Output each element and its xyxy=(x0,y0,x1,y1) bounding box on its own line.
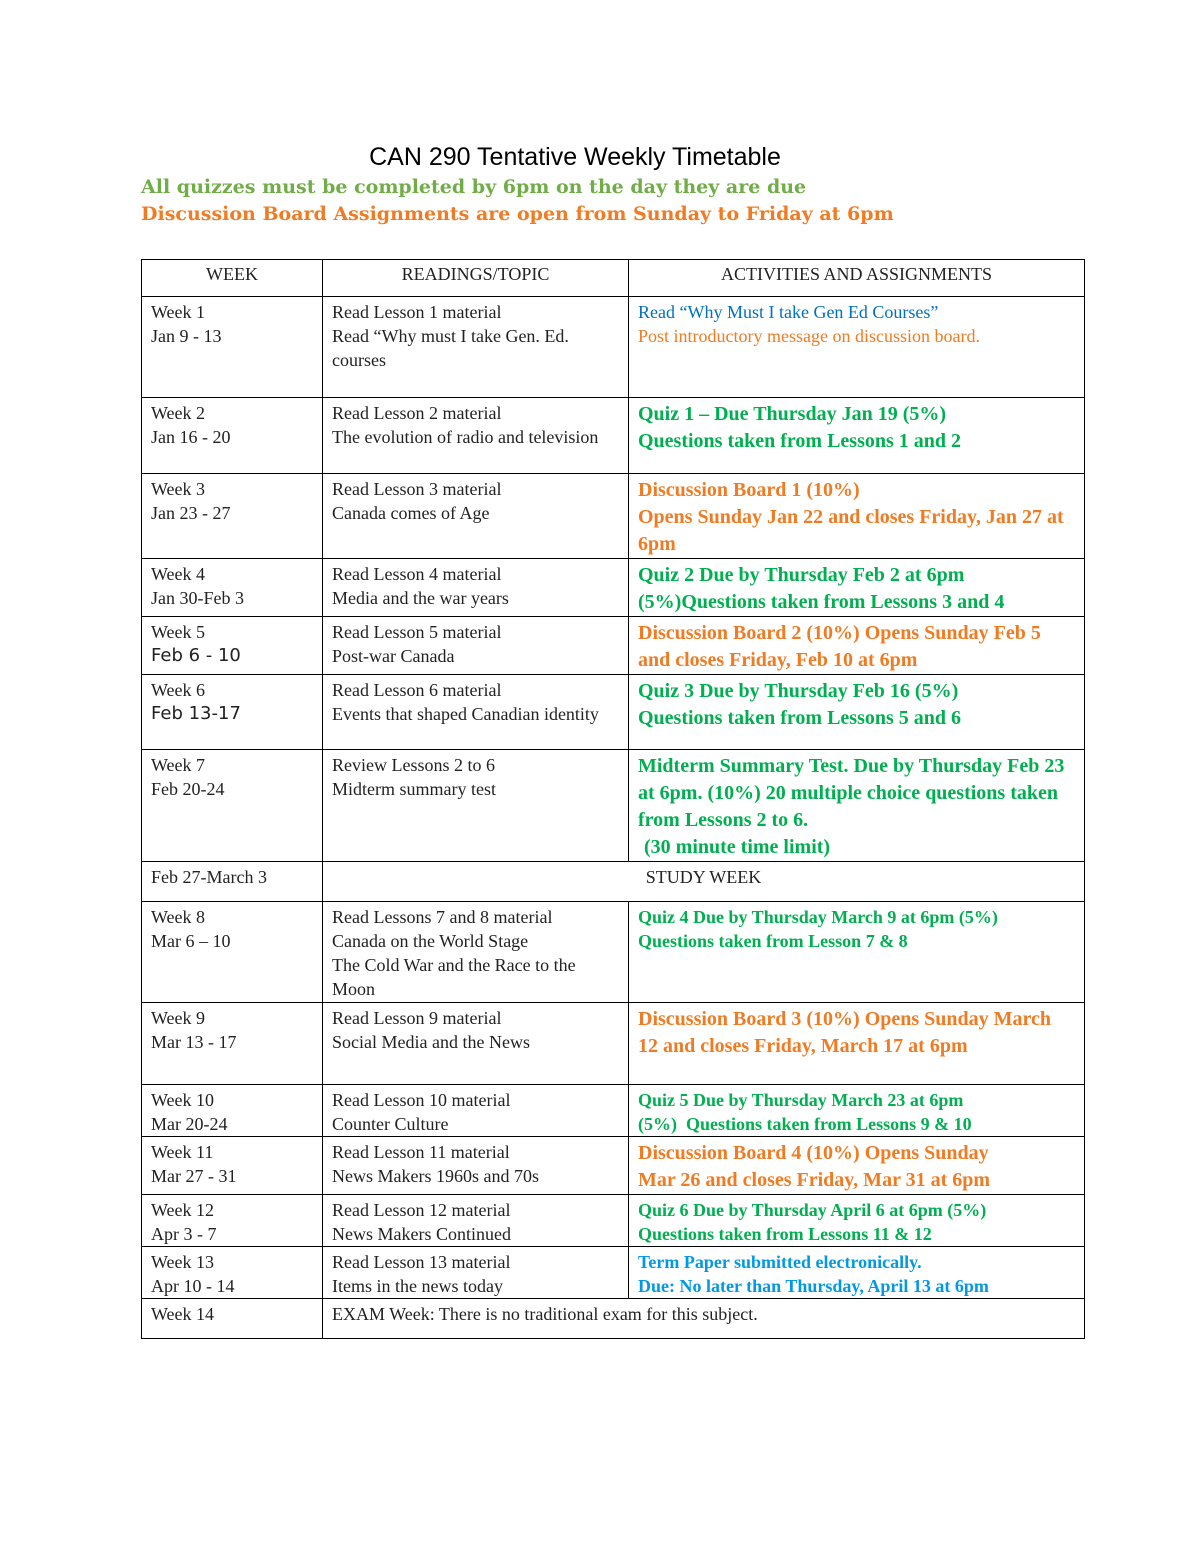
week-cell xyxy=(142,862,323,902)
activities-cell xyxy=(629,398,1085,474)
week-label: Week 1 xyxy=(151,302,206,322)
reading-item: The Cold War and the Race to the Moon xyxy=(332,955,576,999)
week-cell xyxy=(142,398,323,474)
activities-cell xyxy=(629,1085,1085,1137)
activities-cell xyxy=(629,1247,1085,1299)
table-row xyxy=(142,902,1085,1003)
table-row xyxy=(142,398,1085,474)
page-title: CAN 290 Tentative Weekly Timetable xyxy=(369,143,781,171)
activities-cell xyxy=(629,297,1085,398)
reading-item: Media and the war years xyxy=(332,588,509,608)
week-label: Week 10 xyxy=(151,1090,215,1110)
week-dates: Mar 27 - 31 xyxy=(151,1166,237,1186)
reading-item: Counter Culture xyxy=(332,1114,449,1134)
activity-item: Due: No later than Thursday, April 13 at 6pm xyxy=(638,1276,989,1296)
reading-item: Items in the news today xyxy=(332,1276,503,1296)
activity-item: Quiz 3 Due by Thursday Feb 16 (5%) xyxy=(638,680,959,702)
readings-cell xyxy=(323,1085,629,1137)
reading-item: Read Lesson 11 material xyxy=(332,1142,510,1162)
readings-cell xyxy=(323,1195,629,1247)
study-week-label: STUDY WEEK xyxy=(323,862,1085,902)
activity-item: Questions taken from Lessons 11 & 12 xyxy=(638,1224,932,1244)
week-cell xyxy=(142,1085,323,1137)
week-cell xyxy=(142,750,323,862)
activity-item: Quiz 5 Due by Thursday March 23 at 6pm xyxy=(638,1090,964,1110)
table-row xyxy=(142,297,1085,398)
week-dates: Mar 20-24 xyxy=(151,1114,228,1134)
activities-cell xyxy=(629,675,1085,750)
table-row xyxy=(142,675,1085,750)
reading-item: Events that shaped Canadian identity xyxy=(332,704,599,724)
activity-item: Discussion Board 1 (10%) xyxy=(638,479,860,501)
activity-item: (30 minute time limit) xyxy=(644,836,831,858)
reading-item: Canada on the World Stage xyxy=(332,931,529,951)
reading-item: Read Lesson 6 material xyxy=(332,680,502,700)
readings-cell xyxy=(323,398,629,474)
readings-cell xyxy=(323,1247,629,1299)
week-dates: Mar 13 - 17 xyxy=(151,1032,237,1052)
activities-cell xyxy=(629,617,1085,675)
week-label: Week 11 xyxy=(151,1142,214,1162)
week-cell xyxy=(142,1195,323,1247)
week-label: Week 4 xyxy=(151,564,206,584)
table-row xyxy=(142,559,1085,617)
reading-item: The evolution of radio and television xyxy=(332,427,599,447)
week-label: Week 3 xyxy=(151,479,206,499)
readings-cell xyxy=(323,559,629,617)
header-week: WEEK xyxy=(142,260,323,297)
reading-item: Review Lessons 2 to 6 xyxy=(332,755,495,775)
reading-item: Read Lesson 5 material xyxy=(332,622,502,642)
reading-item: Midterm summary test xyxy=(332,779,496,799)
reading-item: Read Lesson 1 material xyxy=(332,302,502,322)
activities-cell xyxy=(629,902,1085,1003)
table-row xyxy=(142,1003,1085,1085)
activities-cell xyxy=(629,750,1085,862)
reading-item: Read Lesson 4 material xyxy=(332,564,502,584)
readings-cell xyxy=(323,1003,629,1085)
activity-item: Questions taken from Lesson 7 & 8 xyxy=(638,931,908,951)
activity-item: Post introductory message on discussion board. xyxy=(638,326,980,346)
reading-item: Read Lesson 12 material xyxy=(332,1200,511,1220)
week-label: Week 5 xyxy=(151,622,206,642)
activity-item: (5%) Questions taken from Lessons 9 & 10 xyxy=(638,1114,972,1134)
activities-cell xyxy=(629,1195,1085,1247)
reading-item: News Makers 1960s and 70s xyxy=(332,1166,539,1186)
readings-cell xyxy=(323,902,629,1003)
activity-item: Questions taken from Lessons 5 and 6 xyxy=(638,707,962,729)
week-dates: Feb 27-March 3 xyxy=(151,867,267,887)
week-label: Week 2 xyxy=(151,403,206,423)
activities-cell xyxy=(629,1137,1085,1195)
activity-item: Discussion Board 3 (10%) Opens Sunday March 12 and closes Friday, March 17 at 6pm xyxy=(638,1008,1052,1057)
activity-item: Read “Why Must I take Gen Ed Courses” xyxy=(638,302,939,322)
week-dates: Apr 3 - 7 xyxy=(151,1224,217,1244)
week-dates: Feb 6 - 10 xyxy=(151,645,241,666)
reading-item: Social Media and the News xyxy=(332,1032,530,1052)
week-label: Week 6 xyxy=(151,680,206,700)
week-dates: Jan 9 - 13 xyxy=(151,326,222,346)
table-row xyxy=(142,1247,1085,1299)
week-dates: Mar 6 – 10 xyxy=(151,931,231,951)
activity-item: Discussion Board 4 (10%) Opens Sunday xyxy=(638,1142,989,1164)
table-row xyxy=(142,750,1085,862)
activity-item: Quiz 1 – Due Thursday Jan 19 (5%) xyxy=(638,403,947,425)
readings-cell xyxy=(323,675,629,750)
week-label: Week 8 xyxy=(151,907,206,927)
header-activities: ACTIVITIES AND ASSIGNMENTS xyxy=(629,260,1085,297)
week-cell xyxy=(142,1137,323,1195)
header-readings: READINGS/TOPIC xyxy=(323,260,629,297)
reading-item: Read Lesson 3 material xyxy=(332,479,502,499)
activity-item: Discussion Board 2 (10%) Opens Sunday Feb 5 and closes Friday, Feb 10 at 6pm xyxy=(638,622,1041,671)
week-cell xyxy=(142,474,323,559)
table-header-row xyxy=(142,260,1085,297)
readings-cell xyxy=(323,617,629,675)
readings-cell xyxy=(323,297,629,398)
table-row xyxy=(142,1195,1085,1247)
timetable xyxy=(141,259,1085,1339)
week-label: Week 14 xyxy=(151,1304,215,1324)
reading-item: News Makers Continued xyxy=(332,1224,511,1244)
week-dates: Jan 30-Feb 3 xyxy=(151,588,244,608)
readings-cell xyxy=(323,474,629,559)
reading-item: Read Lesson 10 material xyxy=(332,1090,511,1110)
week-label: Week 9 xyxy=(151,1008,206,1028)
week-dates: Apr 10 - 14 xyxy=(151,1276,235,1296)
activity-item: Quiz 2 Due by Thursday Feb 2 at 6pm (5%)Questions taken from Lessons 3 and 4 xyxy=(638,564,1005,613)
activity-item: Questions taken from Lessons 1 and 2 xyxy=(638,430,962,452)
reading-item: Read Lesson 13 material xyxy=(332,1252,511,1272)
reading-item: Read “Why must I take Gen. Ed. courses xyxy=(332,326,569,370)
table-row xyxy=(142,1137,1085,1195)
week-dates: Feb 13-17 xyxy=(151,703,241,724)
week-label: Week 13 xyxy=(151,1252,215,1272)
study-week-row xyxy=(142,862,1085,902)
week-cell xyxy=(142,559,323,617)
week-label: Week 7 xyxy=(151,755,206,775)
exam-week-note: EXAM Week: There is no traditional exam for this subject. xyxy=(323,1299,1085,1339)
readings-cell xyxy=(323,1137,629,1195)
week-cell xyxy=(142,1247,323,1299)
week-dates: Feb 20-24 xyxy=(151,779,225,799)
discussion-board-note: Discussion Board Assignments are open from Sunday to Friday at 6pm xyxy=(141,203,894,225)
week-label: Week 12 xyxy=(151,1200,215,1220)
week-cell xyxy=(142,675,323,750)
week-cell xyxy=(142,297,323,398)
activities-cell xyxy=(629,474,1085,559)
activities-cell xyxy=(629,1003,1085,1085)
week-cell xyxy=(142,617,323,675)
reading-item: Post-war Canada xyxy=(332,646,455,666)
activity-item: Quiz 6 Due by Thursday April 6 at 6pm (5%) xyxy=(638,1200,987,1220)
week-cell xyxy=(142,1299,323,1339)
reading-item: Read Lesson 9 material xyxy=(332,1008,502,1028)
table-row xyxy=(142,474,1085,559)
activity-item: Quiz 4 Due by Thursday March 9 at 6pm (5%) xyxy=(638,907,998,927)
week-dates: Jan 23 - 27 xyxy=(151,503,231,523)
quiz-deadline-note: All quizzes must be completed by 6pm on the day they are due xyxy=(141,176,807,198)
table-row xyxy=(142,617,1085,675)
activity-item: Term Paper submitted electronically. xyxy=(638,1252,922,1272)
week-cell xyxy=(142,1003,323,1085)
activity-item: Mar 26 and closes Friday, Mar 31 at 6pm xyxy=(638,1169,991,1191)
week-cell xyxy=(142,902,323,1003)
readings-cell xyxy=(323,750,629,862)
activity-item: Midterm Summary Test. Due by Thursday Feb 23 at 6pm. (10%) 20 multiple choice questions taken from Lessons 2 to 6. xyxy=(638,755,1065,831)
activity-item: Opens Sunday Jan 22 and closes Friday, Jan 27 at 6pm xyxy=(638,506,1064,555)
activities-cell xyxy=(629,559,1085,617)
reading-item: Read Lessons 7 and 8 material xyxy=(332,907,553,927)
table-row xyxy=(142,1085,1085,1137)
week-dates: Jan 16 - 20 xyxy=(151,427,231,447)
table-row xyxy=(142,1299,1085,1339)
reading-item: Read Lesson 2 material xyxy=(332,403,502,423)
reading-item: Canada comes of Age xyxy=(332,503,490,523)
